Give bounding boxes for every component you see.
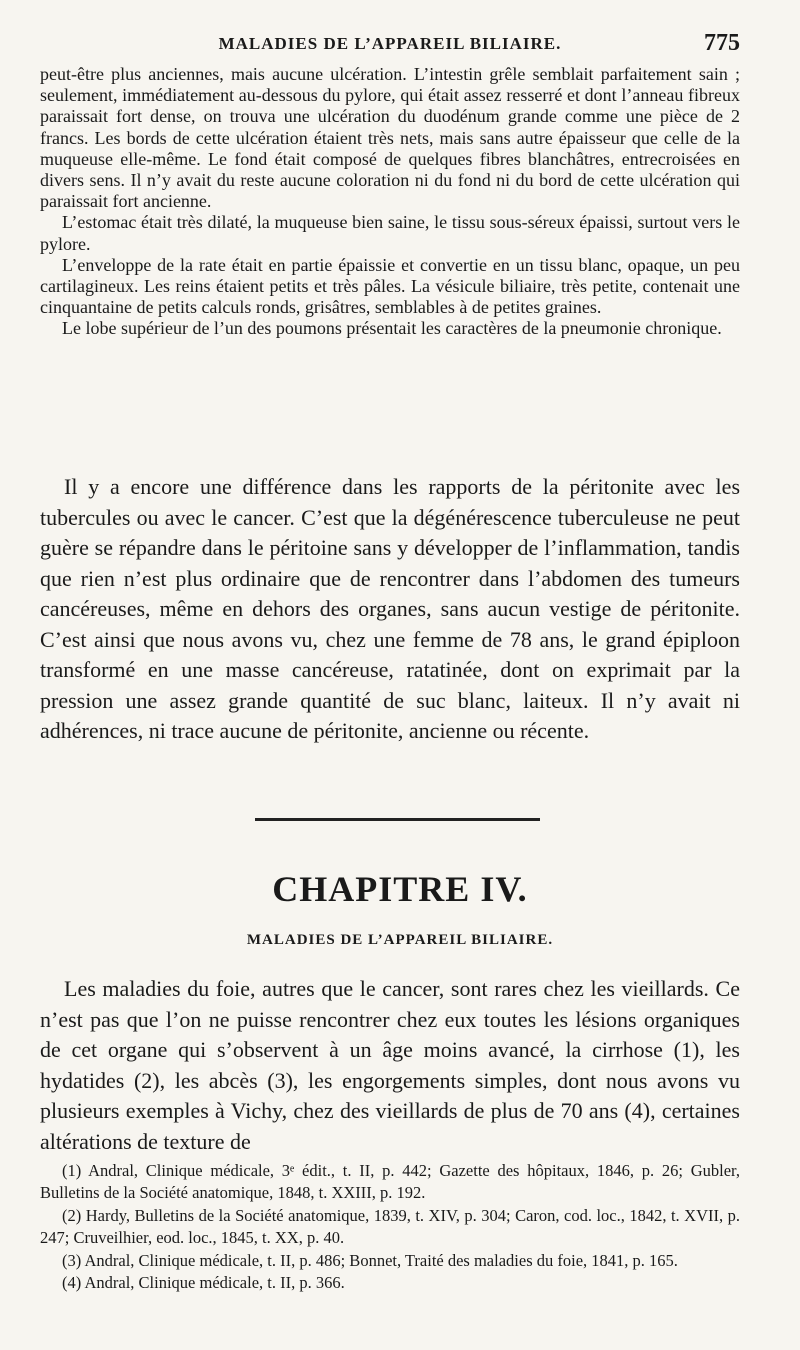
main-paragraph: Il y a encore une différence dans les rapports de la péritonite avec les tubercules ou avec le cancer. C’est que la dégénérescence tuberculeuse ne peut guère se répandre dans le péritoine sans y développer de l’inflammation, tandis que rien n’est plus ordinaire que de rencontrer dans l’abdomen des tumeurs cancéreuses, même en dehors des organes, sans aucun vestige de péritonite. C’est ainsi que nous avons vu, chez une femme de 78 ans, le grand épiploon transformé en une masse cancéreuse, ratatinée, dont on exprimait par la pression une assez grande quantité de suc blanc, laiteux. Il n’y avait ni adhérences, ni trace aucune de péritonite, ancienne ou récente. (40, 474, 740, 743)
observation-paragraph-2: L’estomac était très dilaté, la muqueuse bien saine, le tissu sous-séreux épaissi, surtout vers le pylore. (40, 212, 740, 254)
footnote-1: (1) Andral, Clinique médicale, 3ᵉ édit., t. II, p. 442; Gazette des hôpitaux, 1846, p. 26; Gubler, Bulletins de la Société anatomique, 1848, t. XXIII, p. 192. (40, 1161, 740, 1203)
running-head (40, 30, 740, 58)
observation-text (40, 64, 740, 340)
observation-paragraph-1: peut-être plus anciennes, mais aucune ulcération. L’intestin grêle semblait parfaitement sain ; seulement, immédiatement au-dessous du pylore, qui était assez resserré et dont l’anneau fibreux paraissait fort dense, on trouva une ulcération du duodénum grande comme une pièce de 2 francs. Les bords de cette ulcération étaient très nets, mais sans autre épaisseur que celle de la muqueuse elle-même. Le fond était composé de quelques fibres blanchâtres, entrecroisées en divers sens. Il n’y avait du reste aucune coloration ni du fond ni du bord de cette ulcération qui paraissait fort ancienne. (40, 64, 740, 212)
footnote-4: (4) Andral, Clinique médicale, t. II, p. 366. (62, 1273, 345, 1293)
chapter-title: CHAPITRE IV. (272, 869, 528, 909)
page-number: 775 (704, 30, 740, 56)
chapter-subtitle: MALADIES DE L’APPAREIL BILIAIRE. (246, 932, 554, 948)
footnote-3: (3) Andral, Clinique médicale, t. II, p. 486; Bonnet, Traité des maladies du foie, 1841, p. 165. (62, 1250, 678, 1270)
footnote-2: (2) Hardy, Bulletins de la Société anatomique, 1839, t. XIV, p. 304; Caron, cod. loc., 1842, t. XVII, p. 247; Cruveilhier, eod. loc., 1845, t. XX, p. 40. (40, 1205, 740, 1248)
chapter-body (40, 974, 740, 1157)
footnotes (40, 1160, 740, 1294)
observation-paragraph-4: Le lobe supérieur de l’un des poumons présentait les caractères de la pneumonie chronique. (62, 318, 722, 339)
section-divider (255, 818, 540, 821)
observation-paragraph-3: L’enveloppe de la rate était en partie épaissie et convertie en un tissu blanc, opaque, un peu cartilagineux. Les reins étaient petits et très pâles. La vésicule biliaire, très petite, contenait une cinquantaine de petits calculs ronds, grisâtres, semblables à de petites graines. (40, 254, 740, 318)
running-title: MALADIES DE L’APPAREIL BILIAIRE. (218, 34, 562, 53)
chapter-paragraph: Les maladies du foie, autres que le cancer, sont rares chez les vieillards. Ce n’est pas que l’on ne puisse rencontrer chez eux toutes les lésions organiques de cet organe qui s’observent à un âge moins avancé, la cirrhose (1), les hydatides (2), les abcès (3), les engorgements simples, dont nous avons vu plusieurs exemples à Vichy, chez des vieillards de plus de 70 ans (4), certaines altérations de texture de (40, 976, 740, 1154)
main-text (40, 472, 740, 747)
